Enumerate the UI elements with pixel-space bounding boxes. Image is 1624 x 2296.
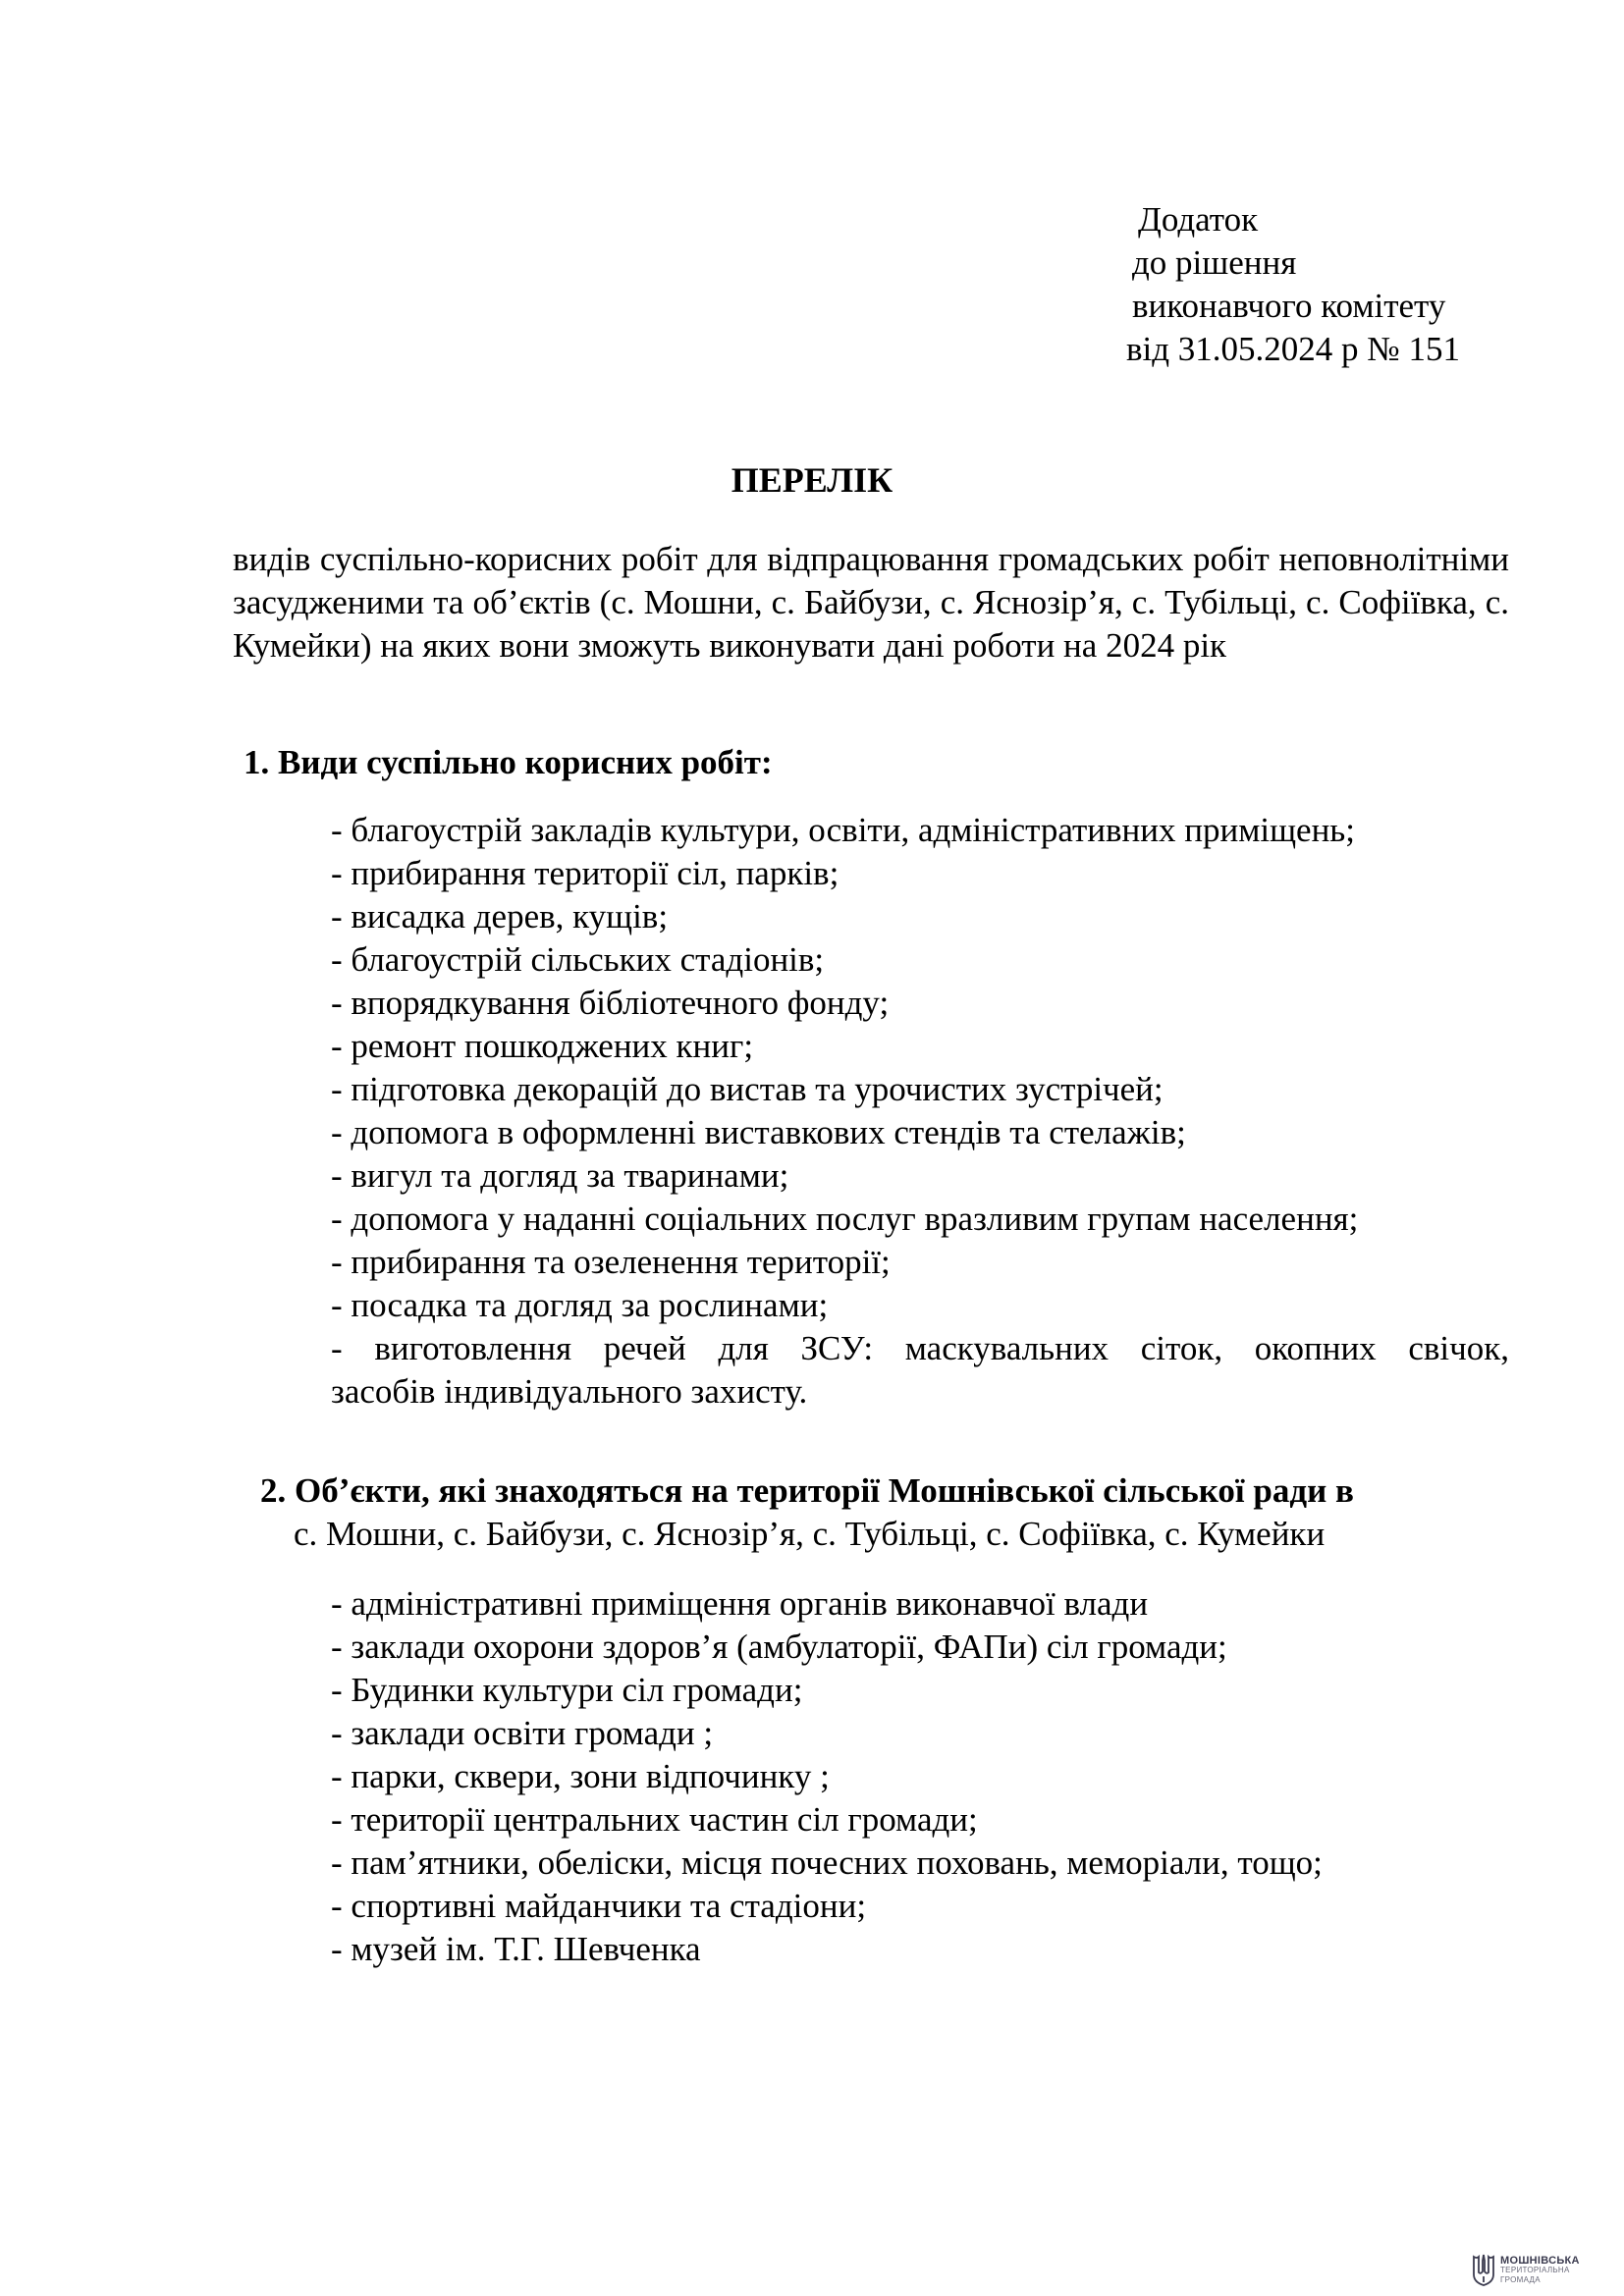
community-logo (1471, 2251, 1618, 2290)
list-item: - прибирання території сіл, парків; (331, 854, 839, 892)
list-item: - благоустрій закладів культури, освіти, адміністративних приміщень; (331, 811, 1355, 849)
annex-block (1126, 198, 1460, 371)
list-item: - вигул та догляд за тваринами; (331, 1156, 789, 1195)
list-item: - заклади охорони здоров’я (амбулаторії, ФАПи) сіл громади; (331, 1628, 1227, 1666)
logo-line-1: МОШНІВСЬКА (1500, 2255, 1580, 2267)
list-item: - заклади освіти громади ; (331, 1714, 714, 1752)
list-item: - парки, сквери, зони відпочинку ; (331, 1757, 830, 1795)
list-item-last-line-1: - виготовлення речей для ЗСУ: маскувальних сіток, окопних свічок, (331, 1329, 1509, 1367)
list-item: - впорядкування бібліотечного фонду; (331, 984, 890, 1022)
list-item: - Будинки культури сіл громади; (331, 1671, 803, 1709)
list-item: - допомога в оформленні виставкових стендів та стелажів; (331, 1113, 1186, 1151)
list-item: - пам’ятники, обеліски, місця почесних поховань, меморіали, тощо; (331, 1843, 1323, 1882)
annex-line-3: виконавчого комітету (1132, 287, 1446, 325)
annex-line-2: до рішення (1132, 243, 1297, 282)
intro-paragraph: видів суспільно-корисних робіт для відпрацювання громадських робіт неповнолітніми засудженими та об’єктів (с. Мошни, с. Байбузи, с. Яснозір’я, с. Тубільці, с. Софіївка, с. Кумейки) на яких вони зможуть виконувати дані роботи на 2024 рік (233, 540, 1509, 665)
section-2-heading: 2. Об’єкти, які знаходяться на території Мошнівської сільської ради в (260, 1471, 1354, 1510)
list-item: - посадка та догляд за рослинами; (331, 1286, 829, 1324)
list-item: - благоустрій сільських стадіонів; (331, 940, 825, 979)
annex-line-1: Додаток (1138, 200, 1259, 239)
section-1-heading: 1. Види суспільно корисних робіт: (244, 743, 773, 781)
trident-icon (1471, 2253, 1496, 2288)
list-item: - території центральних частин сіл громади; (331, 1800, 978, 1839)
list-item: - спортивні майданчики та стадіони; (331, 1887, 867, 1925)
document-title: ПЕРЕЛІК (731, 460, 893, 500)
annex-line-4: від 31.05.2024 р № 151 (1126, 330, 1460, 368)
list-item: - адміністративні приміщення органів виконавчої влади (331, 1584, 1149, 1623)
list-item: - підготовка декорацій до вистав та урочистих зустрічей; (331, 1070, 1164, 1108)
logo-line-2: ТЕРИТОРІАЛЬНА (1500, 2266, 1570, 2274)
list-item: - висадка дерев, кущів; (331, 897, 669, 935)
list-item: - ремонт пошкоджених книг; (331, 1027, 754, 1065)
section-2-subheading: с. Мошни, с. Байбузи, с. Яснозір’я, с. Тубільці, с. Софіївка, с. Кумейки (294, 1515, 1326, 1553)
list-item: - музей ім. Т.Г. Шевченка (331, 1930, 701, 1968)
list-item: - прибирання та озеленення території; (331, 1243, 891, 1281)
logo-line-3: ГРОМАДА (1500, 2275, 1541, 2284)
section-2-heading-block (260, 1469, 1354, 1556)
section-2-list (331, 1582, 1323, 1971)
list-item-last-line-2: засобів індивідуального захисту. (331, 1372, 808, 1411)
list-item: - допомога у наданні соціальних послуг вразливим групам населення; (331, 1200, 1359, 1238)
section-1-list (331, 809, 1509, 1414)
